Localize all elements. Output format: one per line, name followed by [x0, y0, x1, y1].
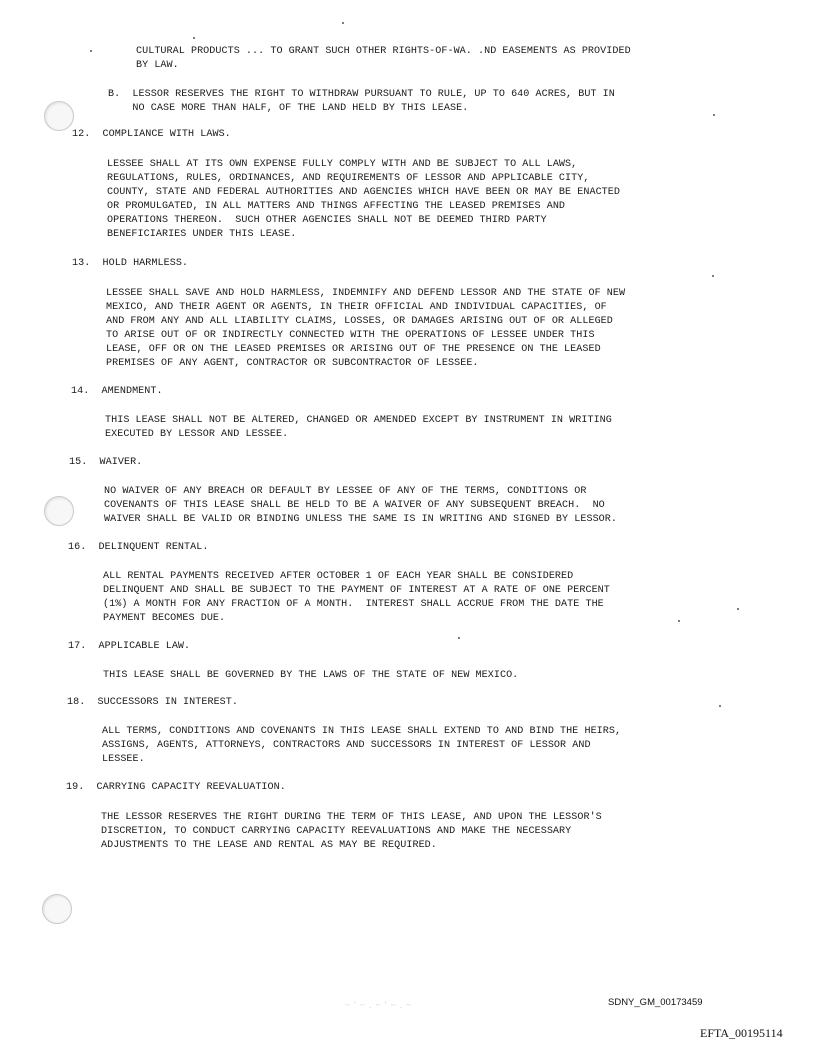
section-15-line-1: NO WAIVER OF ANY BREACH OR DEFAULT BY LESSEE OF ANY OF THE TERMS, CONDITIONS OR [104, 486, 587, 497]
section-15-heading: 15. WAIVER. [69, 457, 143, 468]
section-12-line-3: COUNTY, STATE AND FEDERAL AUTHORITIES AND AGENCIES WHICH HAVE BEEN OR MAY BE ENACTED [107, 187, 621, 198]
bates-number: SDNY_GM_00173459 [608, 997, 703, 1008]
section-12-line-2: REGULATIONS, RULES, ORDINANCES, AND REQUIREMENTS OF LESSOR AND APPLICABLE CITY, [107, 173, 590, 184]
punch-hole-middle [44, 496, 74, 526]
section-18-line-3: LESSEE. [102, 754, 145, 765]
section-18-line-2: ASSIGNS, AGENTS, ATTORNEYS, CONTRACTORS AND SUCCESSORS IN INTEREST OF LESSOR AND [102, 740, 591, 751]
section-16-heading: 16. DELINQUENT RENTAL. [68, 542, 209, 553]
section-19-line-3: ADJUSTMENTS TO THE LEASE AND RENTAL AS MAY BE REQUIRED. [101, 840, 437, 851]
section-15-line-3: WAIVER SHALL BE VALID OR BINDING UNLESS THE SAME IS IN WRITING AND SIGNED BY LESSOR. [104, 514, 618, 525]
illegible-smudge: ~ ' ~ . ~ ' ~ . ~ [345, 1000, 413, 1010]
efta-number: EFTA_00195114 [700, 1026, 783, 1040]
cultural-line-2: BY LAW. [136, 60, 179, 71]
section-19-heading: 19. CARRYING CAPACITY REEVALUATION. [66, 782, 286, 793]
scan-speck [678, 620, 680, 622]
section-12-line-5: OPERATIONS THEREON. SUCH OTHER AGENCIES SHALL NOT BE DEEMED THIRD PARTY [107, 215, 547, 226]
section-16-line-1: ALL RENTAL PAYMENTS RECEIVED AFTER OCTOBER 1 OF EACH YEAR SHALL BE CONSIDERED [103, 571, 574, 582]
section-13-line-1: LESSEE SHALL SAVE AND HOLD HARMLESS, INDEMNIFY AND DEFEND LESSOR AND THE STATE OF NEW [106, 288, 626, 299]
scan-speck [342, 22, 344, 24]
section-14-line-1: THIS LEASE SHALL NOT BE ALTERED, CHANGED OR AMENDED EXCEPT BY INSTRUMENT IN WRITING [105, 415, 612, 426]
section-17-line-1: THIS LEASE SHALL BE GOVERNED BY THE LAWS OF THE STATE OF NEW MEXICO. [103, 670, 519, 681]
scan-speck [719, 705, 721, 707]
section-12-line-6: BENEFICIARIES UNDER THIS LEASE. [107, 229, 297, 240]
section-13-line-6: PREMISES OF ANY AGENT, CONTRACTOR OR SUBCONTRACTOR OF LESSEE. [106, 358, 479, 369]
section-14-heading: 14. AMENDMENT. [71, 386, 163, 397]
scan-speck [713, 114, 715, 116]
section-13-line-5: LEASE, OFF OR ON THE LEASED PREMISES OR ARISING OUT OF THE PRESENCE ON THE LEASED [106, 344, 601, 355]
section-15-line-2: COVENANTS OF THIS LEASE SHALL BE HELD TO BE A WAIVER OF ANY SUBSEQUENT BREACH. NO [104, 500, 605, 511]
section-17-heading: 17. APPLICABLE LAW. [68, 641, 191, 652]
section-16-line-2: DELINQUENT AND SHALL BE SUBJECT TO THE PAYMENT OF INTEREST AT A RATE OF ONE PERCENT [103, 585, 610, 596]
punch-hole-top [44, 101, 74, 131]
clause-b-line-2: NO CASE MORE THAN HALF, OF THE LAND HELD BY THIS LEASE. [108, 103, 469, 114]
section-16-line-3: (1%) A MONTH FOR ANY FRACTION OF A MONTH. INTEREST SHALL ACCRUE FROM THE DATE THE [103, 599, 604, 610]
cultural-line-1: CULTURAL PRODUCTS ... TO GRANT SUCH OTHER RIGHTS-OF-WA. .ND EASEMENTS AS PROVIDED [136, 46, 631, 57]
section-19-line-1: THE LESSOR RESERVES THE RIGHT DURING THE TERM OF THIS LEASE, AND UPON THE LESSOR'S [101, 812, 602, 823]
punch-hole-bottom [42, 894, 72, 924]
section-13-line-4: TO ARISE OUT OF OR INDIRECTLY CONNECTED WITH THE OPERATIONS OF LESSEE UNDER THIS [106, 330, 595, 341]
scan-speck [712, 275, 714, 277]
section-19-line-2: DISCRETION, TO CONDUCT CARRYING CAPACITY REEVALUATIONS AND MAKE THE NECESSARY [101, 826, 572, 837]
section-16-line-4: PAYMENT BECOMES DUE. [103, 613, 226, 624]
section-13-heading: 13. HOLD HARMLESS. [72, 258, 189, 269]
section-18-heading: 18. SUCCESSORS IN INTEREST. [67, 697, 239, 708]
section-13-line-3: AND FROM ANY AND ALL LIABILITY CLAIMS, LOSSES, OR DAMAGES ARISING OUT OF OR ALLEGED [106, 316, 613, 327]
scan-speck [90, 50, 92, 52]
clause-b-line-1: B. LESSOR RESERVES THE RIGHT TO WITHDRAW PURSUANT TO RULE, UP TO 640 ACRES, BUT IN [108, 89, 615, 100]
section-12-line-4: OR PROMULGATED, IN ALL MATTERS AND THINGS AFFECTING THE LEASED PREMISES AND [107, 201, 566, 212]
scan-speck [193, 37, 195, 39]
section-12-heading: 12. COMPLIANCE WITH LAWS. [72, 129, 231, 140]
section-18-line-1: ALL TERMS, CONDITIONS AND COVENANTS IN THIS LEASE SHALL EXTEND TO AND BIND THE HEIRS, [102, 726, 622, 737]
scan-speck [737, 608, 739, 610]
section-12-line-1: LESSEE SHALL AT ITS OWN EXPENSE FULLY COMPLY WITH AND BE SUBJECT TO ALL LAWS, [107, 159, 578, 170]
section-14-line-2: EXECUTED BY LESSOR AND LESSEE. [105, 429, 289, 440]
scan-speck [458, 637, 460, 639]
section-13-line-2: MEXICO, AND THEIR AGENT OR AGENTS, IN THEIR OFFICIAL AND INDIVIDUAL CAPACITIES, OF [106, 302, 607, 313]
